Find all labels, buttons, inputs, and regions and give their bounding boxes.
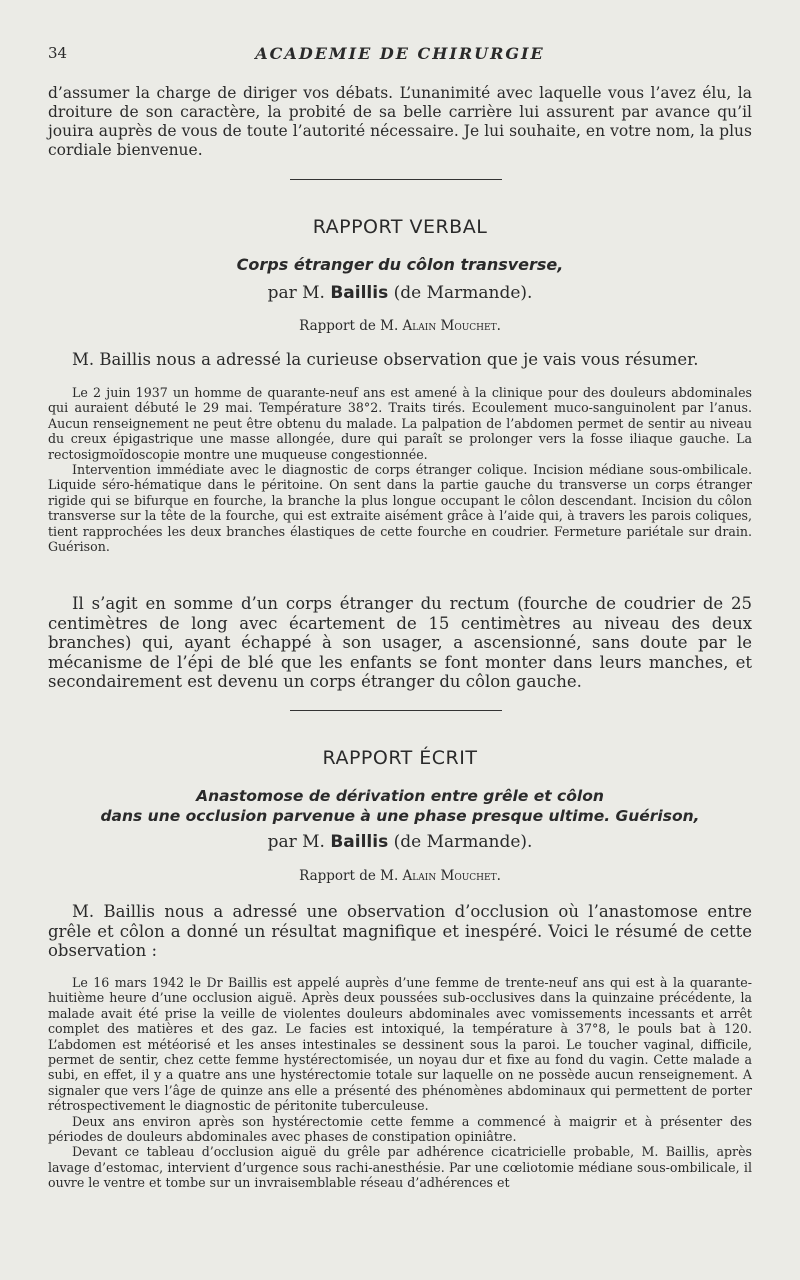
- page-header: [48, 44, 752, 66]
- case-paragraph: Deux ans environ après son hystérectomie cette femme a commencé à maigrir et à présenter des périodes de douleurs abdominales avec phases de constipation opiniâtre.: [48, 1113, 752, 1145]
- lead-paragraph: M. Baillis nous a adressé la curieuse observation que je vais vous résumer.: [72, 350, 699, 369]
- section-divider: [290, 710, 502, 711]
- intro-paragraph: d’assumer la charge de diriger vos débats. L’unanimité avec laquelle vous l’avez élu, la droiture de son caractère, la probité de sa belle carrière lui assurent par avance qu’il jouira auprès de vous de toute l’autorité nécessaire. Je lui souhaite, en votre nom, la plus cordiale bienvenue.: [48, 84, 752, 159]
- byline-author: Baillis: [330, 832, 389, 852]
- article-title-line: Anastomose de dérivation entre grêle et côlon: [196, 787, 604, 805]
- case-paragraph: Intervention immédiate avec le diagnostic de corps étranger colique. Incision médiane sous-ombilicale. Liquide séro-hématique dans le péritoine. On sent dans la partie gauche du transverse un corps étranger rigide qui se bifurque en fourche, la branche la plus longue occupant le côlon descendant. Incision du côlon transverse sur la tête de la fourche, qui est extraite aisément grâce à l’aide qui, à travers les parois coliques, tient rapprochées les deux branches élastiques de cette fourche en coudrier. Fermeture pariétale sur drain. Guérison.: [48, 462, 752, 555]
- article-title: Corps étranger du côlon transverse,: [236, 255, 564, 274]
- byline-prefix: par M.: [267, 832, 325, 852]
- byline-place: (de Marmande).: [393, 832, 533, 852]
- byline-place: (de Marmande).: [393, 283, 533, 303]
- lead-paragraph: M. Baillis nous a adressé une observation d’occlusion où l’anastomose entre grêle et côlon a donné un résultat magnifique et inespéré. Voici le résumé de cette observation :: [48, 902, 752, 960]
- case-report: [48, 975, 752, 1191]
- byline-prefix: par M.: [267, 283, 325, 303]
- reporter-line: [48, 868, 752, 884]
- article-title-line: dans une occlusion parvenue à une phase presque ultime. Guérison,: [100, 807, 700, 825]
- case-paragraph: Devant ce tableau d’occlusion aiguë du grêle par adhérence cicatricielle probable, M. Baillis, après lavage d’estomac, intervient d’urgence sous rachi-anesthésie. Par une cœliotomie médiane sous-ombilicale, il ouvre le ventre et tombe sur un invraisemblable réseau d’adhérences et: [48, 1144, 752, 1191]
- case-paragraph: Le 16 mars 1942 le Dr Baillis est appelé auprès d’une femme de trente-neuf ans qui est à la quarante-huitième heure d’une occlusion aiguë. Après deux poussées sub-occlusives dans la quinzaine précédente, la malade avait été prise la veille de violentes douleurs abdominales avec vomissements incessants et arrêt complet des matières et des gaz. Le facies est intoxiqué, la température à 37°8, le pouls bat à 120. L’abdomen est météorisé et les anses intestinales se dessinent sous la paroi. Le toucher vaginal, difficile, permet de sentir, chez cette femme hystérectomisée, un noyau dur et fixe au fond du vagin. Cette malade a subi, en effet, il y a quatre ans une hystérectomie totale sur laquelle on ne possède aucun renseignement. A signaler que vers l’âge de quinze ans elle a présenté des phénomènes abdominaux qui permettent de porter rétrospectivement le diagnostic de péritonite tuberculeuse.: [48, 975, 752, 1114]
- section-divider: [290, 179, 502, 180]
- page-number: 34: [48, 44, 68, 62]
- byline: [48, 832, 752, 852]
- section-heading: RAPPORT ÉCRIT: [322, 747, 478, 769]
- reporter-name: Alain Mouchet.: [402, 318, 501, 334]
- case-paragraph: Le 2 juin 1937 un homme de quarante-neuf ans est amené à la clinique pour des douleurs abdominales qui auraient débuté le 29 mai. Température 38°2. Traits tirés. Ecoulement muco-sanguinolent par l’anus. Aucun renseignement ne peut être obtenu du malade. La palpation de l’abdomen permet de sentir au niveau du creux épigastrique une masse allongée, dure qui paraît se prolonger vers la fosse iliaque gauche. La rectosigmoïdoscopie montre une muqueuse congestionnée.: [48, 385, 752, 462]
- case-report: [48, 385, 752, 554]
- reporter-name: Alain Mouchet.: [402, 868, 501, 884]
- reporter-prefix: Rapport de M.: [299, 318, 399, 334]
- section-heading: RAPPORT VERBAL: [312, 216, 488, 238]
- reporter-prefix: Rapport de M.: [299, 868, 399, 884]
- byline-author: Baillis: [330, 283, 389, 303]
- comment-paragraph: Il s’agit en somme d’un corps étranger du rectum (fourche de coudrier de 25 centimètres de long avec écartement de 15 centimètres au niveau des deux branches) qui, ayant échappé à son usager, a ascensionné, sans doute par le mécanisme de l’épi de blé que les enfants se font monter dans leurs manches, et secondairement est devenu un corps étranger du côlon gauche.: [48, 594, 752, 691]
- running-title: ACADEMIE DE CHIRURGIE: [255, 44, 545, 63]
- reporter-line: [48, 318, 752, 334]
- byline: [48, 283, 752, 303]
